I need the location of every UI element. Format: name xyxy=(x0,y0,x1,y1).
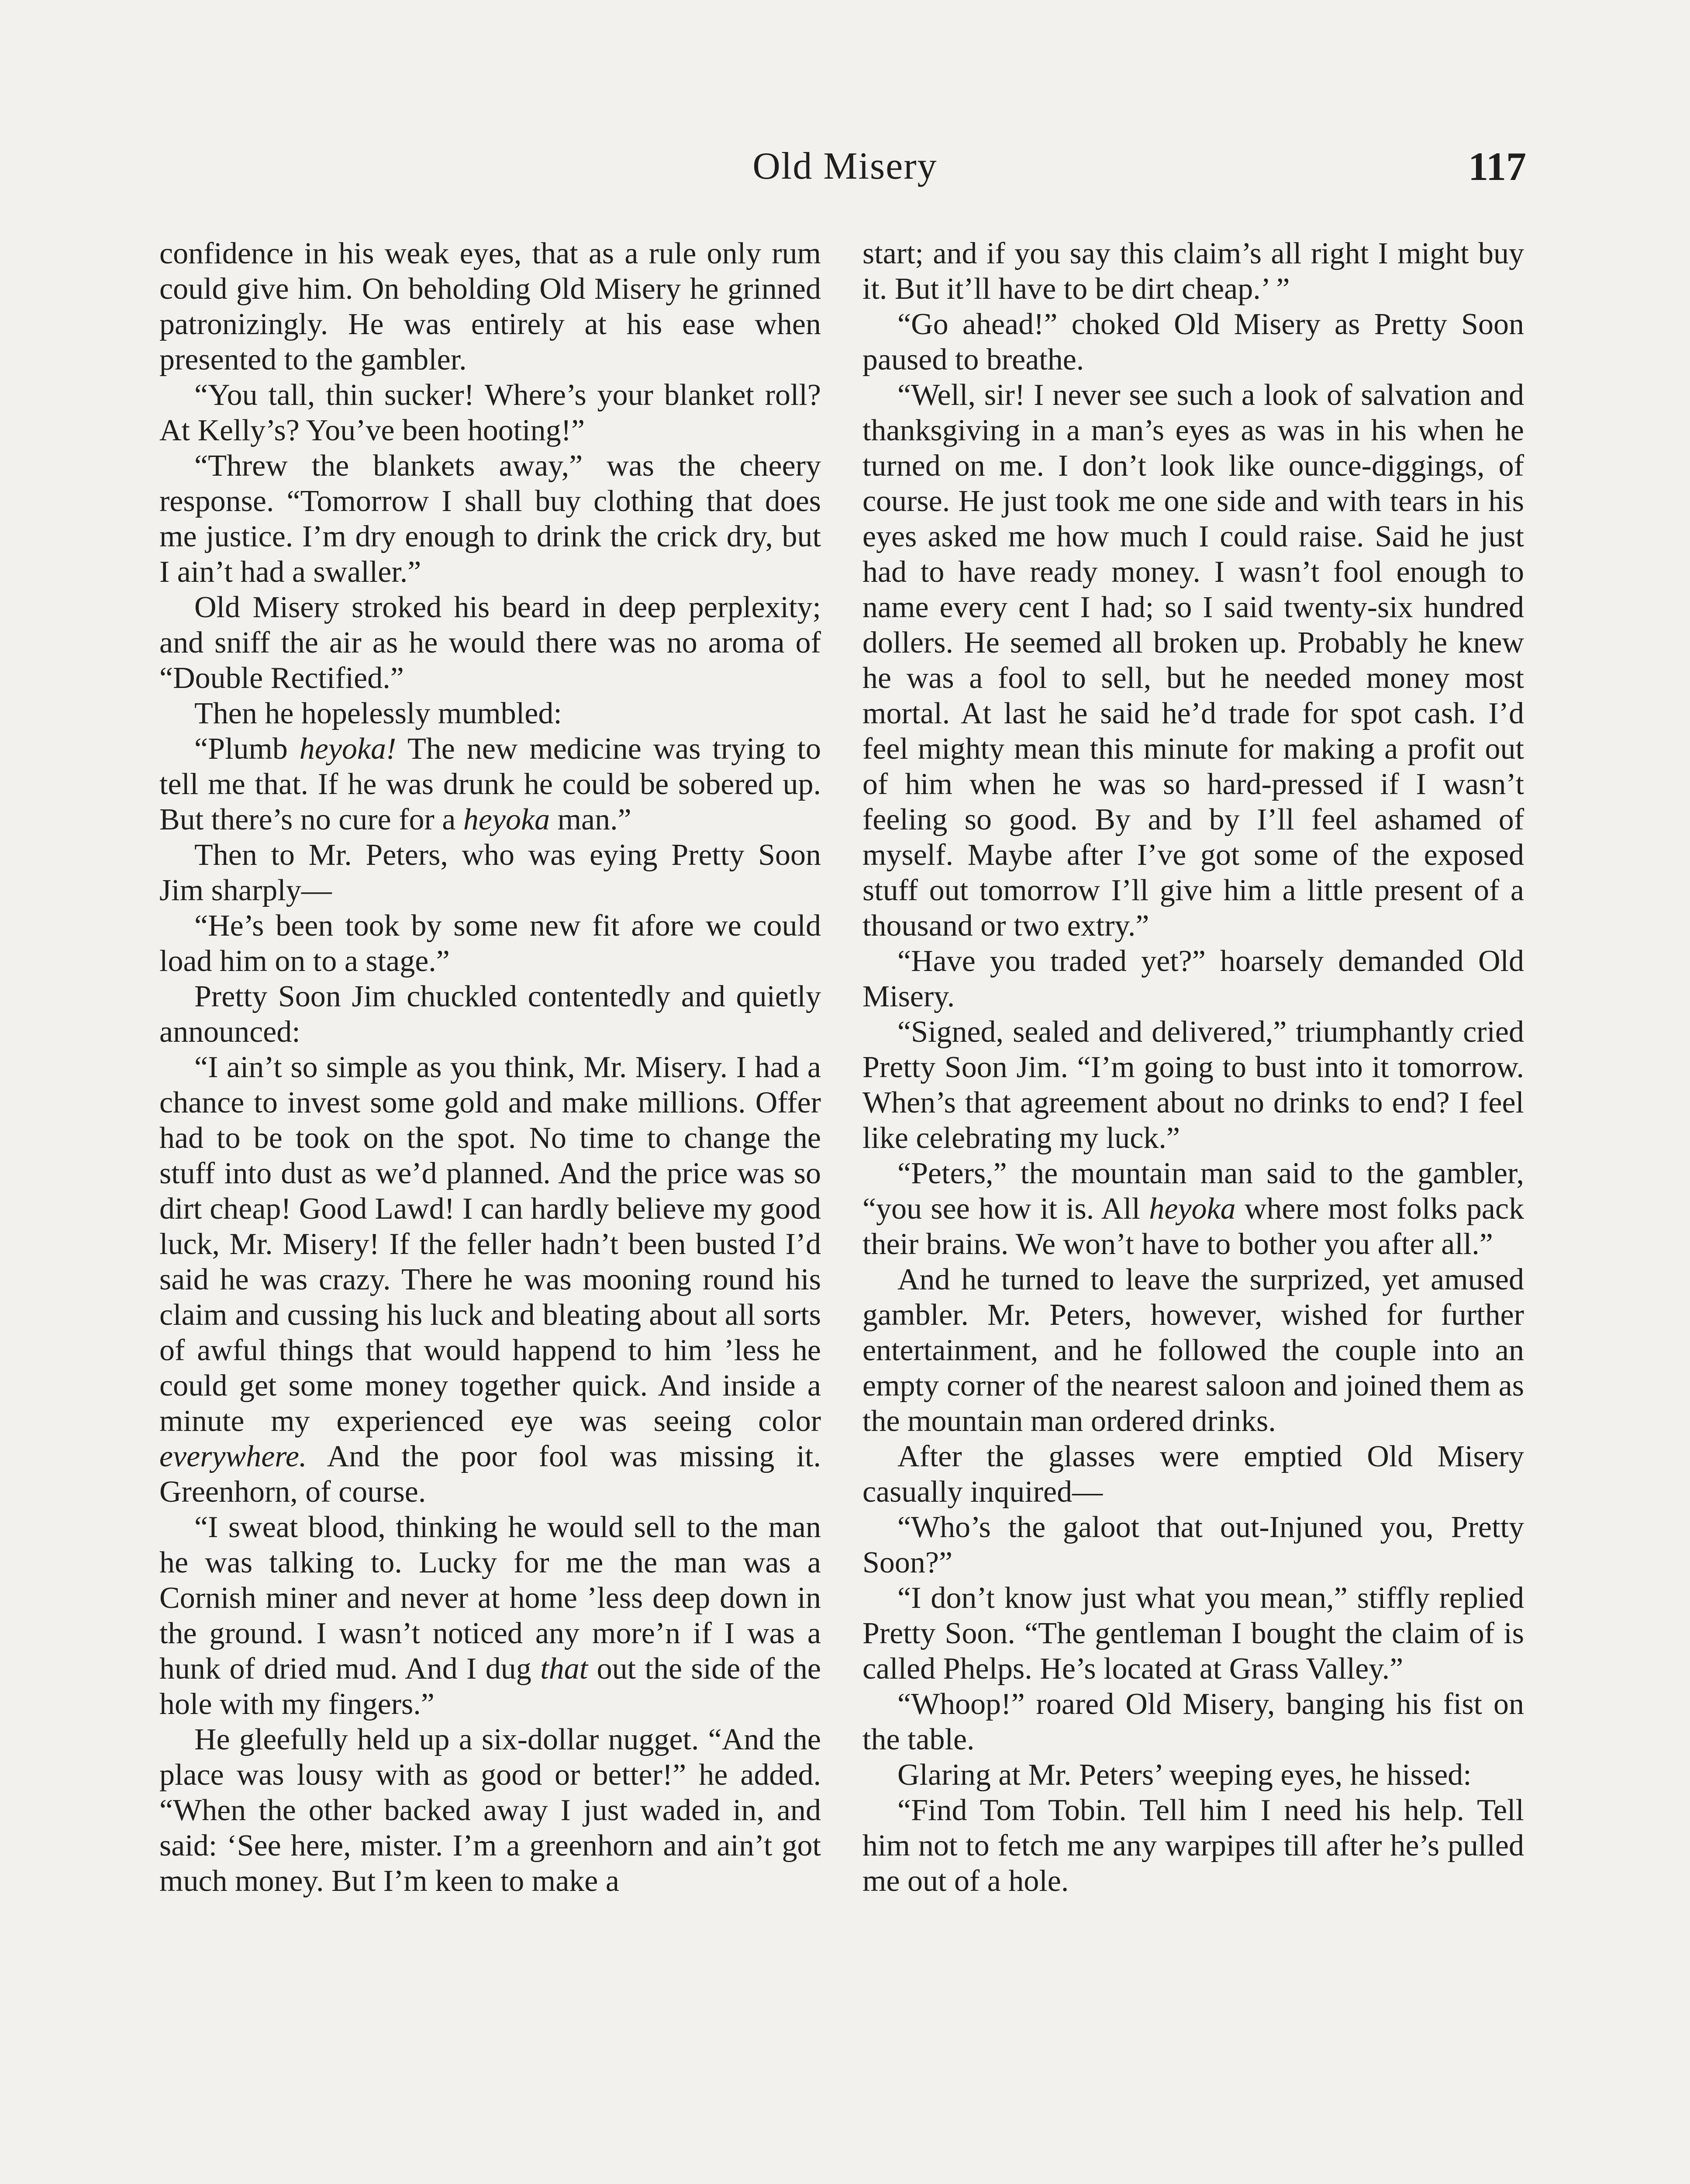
paragraph xyxy=(159,908,821,979)
paragraph-text: “I sweat blood, thinking he would sell to the man he was talking to. Lucky for me the man was a Cornish miner and never at home ’less deep down in the ground. I wasn’t noticed any more’n if I was a hunk of dried mud. And I dug xyxy=(159,1510,821,1686)
paragraph-text: start; and if you say this claim’s all right I might buy it. But it’ll have to be dirt cheap.’ ” xyxy=(862,237,1524,306)
paragraph-text: “Peters,” the mountain man said to the gambler, “you see how it is. All xyxy=(862,1157,1524,1226)
paragraph-text: And the poor fool was missing it. Greenhorn, of course. xyxy=(159,1440,821,1509)
paragraph xyxy=(862,236,1524,307)
paragraph-text: After the glasses were emptied Old Misery casually inquired— xyxy=(862,1440,1524,1509)
paragraph xyxy=(862,377,1524,943)
paragraph xyxy=(862,1014,1524,1156)
italic-text: heyoka xyxy=(463,803,550,836)
italic-text: everywhere. xyxy=(159,1440,307,1473)
paragraph xyxy=(159,1722,821,1899)
paragraph xyxy=(862,1757,1524,1793)
paragraph xyxy=(159,1510,821,1722)
running-header-title: Old Misery xyxy=(752,145,938,187)
right-text-column xyxy=(862,236,1524,1899)
paragraph xyxy=(862,1580,1524,1686)
paragraph xyxy=(862,1156,1524,1262)
italic-text: heyoka! xyxy=(299,732,397,766)
paragraph-text: “I don’t know just what you mean,” stiffly replied Pretty Soon. “The gentleman I bought the claim of is called Phelps. He’s located at Grass Valley.” xyxy=(862,1581,1524,1686)
paragraph-text: “You tall, thin sucker! Where’s your blanket roll? At Kelly’s? You’ve been hooting!” xyxy=(159,378,821,447)
paragraph-text: where most folks pack their brains. We won’t have to bother you after all.” xyxy=(862,1192,1524,1261)
paragraph-text: confidence in his weak eyes, that as a rule only rum could give him. On beholding Old Misery he grinned patronizingly. He was entirely at his ease when presented to the gambler. xyxy=(159,237,821,377)
paragraph xyxy=(862,1262,1524,1439)
paragraph-text: “He’s been took by some new fit afore we could load him on to a stage.” xyxy=(159,909,821,978)
paragraph-text: “Find Tom Tobin. Tell him I need his help. Tell him not to fetch me any warpipes till after he’s pulled me out of a hole. xyxy=(862,1794,1524,1898)
paragraph-text: “Have you traded yet?” hoarsely demanded Old Misery. xyxy=(862,944,1524,1013)
paragraph-text: “Signed, sealed and delivered,” triumphantly cried Pretty Soon Jim. “I’m going to bust into it tomorrow. When’s that agreement about no drinks to end? I feel like celebrating my luck.” xyxy=(862,1015,1524,1155)
paragraph-text: out the side of the hole with my fingers.” xyxy=(159,1652,821,1721)
paragraph xyxy=(862,943,1524,1014)
paragraph-text: “Threw the blankets away,” was the cheery response. “Tomorrow I shall buy clothing that does me justice. I’m dry enough to drink the crick dry, but I ain’t had a swaller.” xyxy=(159,449,821,589)
paragraph-text: Then to Mr. Peters, who was eying Pretty Soon Jim sharply— xyxy=(159,838,821,907)
paragraph-text: “Go ahead!” choked Old Misery as Pretty Soon paused to breathe. xyxy=(862,308,1524,377)
paragraph xyxy=(862,1686,1524,1757)
paragraph-text: Glaring at Mr. Peters’ weeping eyes, he hissed: xyxy=(897,1758,1472,1792)
paragraph-text: man.” xyxy=(550,803,631,836)
left-text-column xyxy=(159,236,821,1899)
paragraph xyxy=(159,696,821,731)
paragraph-text: “Whoop!” roared Old Misery, banging his fist on the table. xyxy=(862,1687,1524,1756)
paragraph-text: He gleefully held up a six-dollar nugget. “And the place was lousy with as good or better!” he added. “When the other backed away I just waded in, and said: ‘See here, mister. I’m a greenhorn and ain’t got much money. But I’m keen to make a xyxy=(159,1723,821,1898)
paragraph-text: Pretty Soon Jim chuckled contentedly and quietly announced: xyxy=(159,980,821,1049)
paragraph xyxy=(159,448,821,590)
paragraph-text: Old Misery stroked his beard in deep perplexity; and sniff the air as he would there was no aroma of “Double Rectified.” xyxy=(159,591,821,695)
paragraph-text: And he turned to leave the surprized, yet amused gambler. Mr. Peters, however, wished for further entertainment, and he followed the couple into an empty corner of the nearest saloon and joined them as the mountain man ordered drinks. xyxy=(862,1263,1524,1438)
paragraph xyxy=(862,1793,1524,1899)
paragraph xyxy=(159,236,821,377)
paragraph-text: “I ain’t so simple as you think, Mr. Misery. I had a chance to invest some gold and make millions. Offer had to be took on the spot. No time to change the stuff into dust as we’d planned. And the price was so dirt cheap! Good Lawd! I can hardly believe my good luck, Mr. Misery! If the feller hadn’t been busted I’d said he was crazy. There he was mooning round his claim and cussing his luck and bleating about all sorts of awful things that would happend to him ’less he could get some money together quick. And inside a minute my experienced eye was seeing color xyxy=(159,1051,821,1438)
paragraph xyxy=(159,1050,821,1510)
paragraph xyxy=(862,1510,1524,1580)
italic-text: heyoka xyxy=(1149,1192,1236,1226)
paragraph-text: “Well, sir! I never see such a look of salvation and thanksgiving in a man’s eyes as was in his when he turned on me. I don’t look like ounce-diggings, of course. He just took me one side and with tears in his eyes asked me how much I could raise. Said he just had to have ready money. I wasn’t fool enough to name every cent I had; so I said twenty-six hundred dollers. He seemed all broken up. Probably he knew he was a fool to sell, but he needed money most mortal. At last he said he’d trade for spot cash. I’d feel mighty mean this minute for making a profit out of him when he was so hard-pressed if I wasn’t feeling so good. By and by I’ll feel ashamed of myself. Maybe after I’ve got some of the exposed stuff out tomorrow I’ll give him a little present of a thousand or two extry.” xyxy=(862,378,1524,943)
paragraph xyxy=(862,307,1524,377)
paragraph xyxy=(159,837,821,908)
paragraph xyxy=(159,731,821,837)
paragraph-text: Then he hopelessly mumbled: xyxy=(194,697,562,730)
paragraph-text: “Who’s the galoot that out-Injuned you, Pretty Soon?” xyxy=(862,1510,1524,1579)
paragraph xyxy=(159,377,821,448)
paragraph-text: The new medicine was trying to tell me that. If he was drunk he could be sobered up. But there’s no cure for a xyxy=(159,732,821,836)
paragraph-text: “Plumb xyxy=(194,732,300,766)
paragraph xyxy=(159,979,821,1050)
paragraph xyxy=(862,1439,1524,1510)
page-number: 117 xyxy=(1468,144,1526,189)
italic-text: that xyxy=(540,1652,588,1686)
paragraph xyxy=(159,590,821,696)
